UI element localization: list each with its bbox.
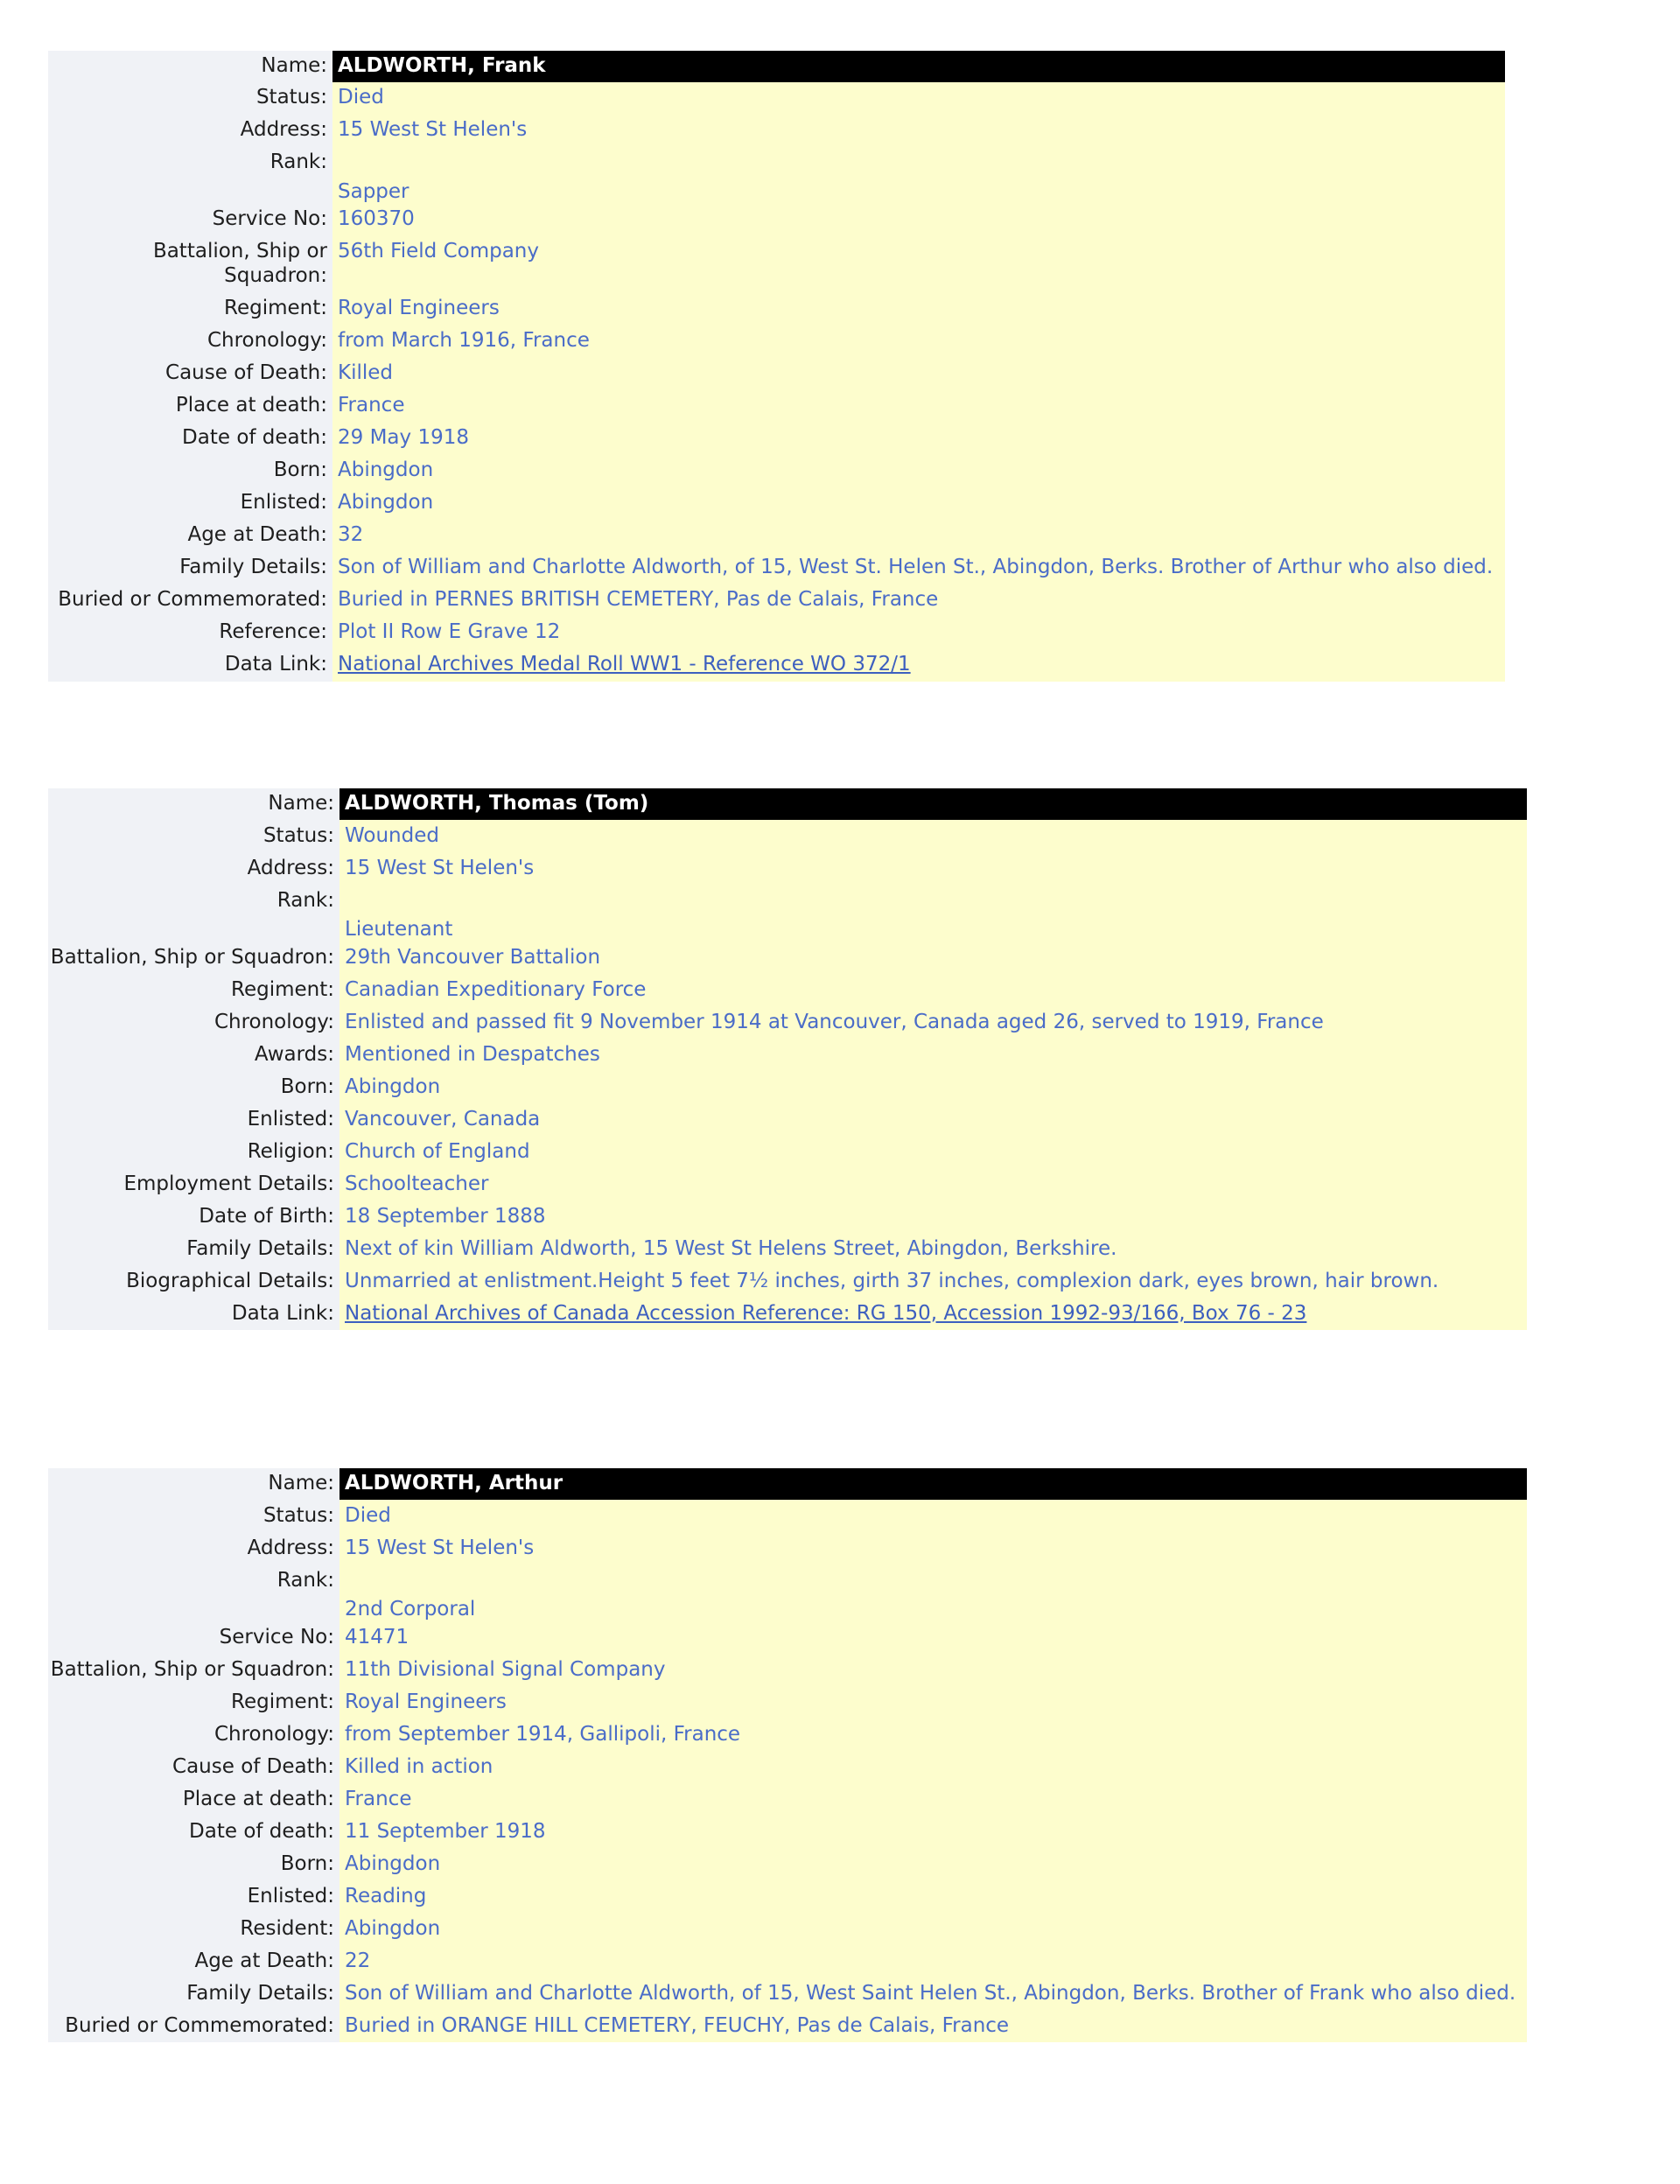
field-value: Reading [340,1880,1527,1913]
field-value: Died [340,1500,1527,1532]
field-label: Family Details: [48,1978,340,2010]
name-row [48,51,1505,82]
field-row [48,390,1505,423]
field-value: Plot II Row E Grave 12 [332,617,1505,649]
field-label [48,917,340,942]
field-row [48,852,1527,885]
field-label: Religion: [48,1136,340,1168]
field-label: Enlisted: [48,1880,340,1913]
data-link-cell [332,649,1505,682]
field-row [48,358,1505,390]
field-label: Rank: [48,885,340,917]
person-name: ALDWORTH, Thomas (Tom) [340,788,1527,820]
data-link[interactable]: National Archives of Canada Accession Reference: RG 150, Accession 1992-93/166, Box 76 - 23 [345,1302,1307,1325]
field-label: Name: [48,1468,340,1500]
field-value: Unmarried at enlistment.Height 5 feet 7½ inches, girth 37 inches, complexion dark, eyes brown, hair brown. [340,1265,1527,1298]
field-label: Rank: [48,147,332,179]
field-row [48,1751,1527,1783]
field-value: 32 [332,520,1505,552]
field-value: Buried in PERNES BRITISH CEMETERY, Pas de Calais, France [332,584,1505,617]
field-label: Buried or Commemorated: [48,2010,340,2042]
data-link[interactable]: National Archives Medal Roll WW1 - Reference WO 372/1 [338,653,911,676]
field-row [48,1848,1527,1880]
field-row [48,520,1505,552]
field-row [48,1532,1527,1564]
field-label: Service No: [48,204,332,236]
field-value: Enlisted and passed fit 9 November 1914 at Vancouver, Canada aged 26, served to 1919, France [340,1006,1527,1039]
field-row [48,2010,1527,2042]
field-value: Church of England [340,1136,1527,1168]
field-row [48,293,1505,326]
field-value: Killed [332,358,1505,390]
field-label: Regiment: [48,974,340,1006]
field-value: Schoolteacher [340,1168,1527,1200]
field-label: Buried or Commemorated: [48,584,332,617]
field-value: Canadian Expeditionary Force [340,974,1527,1006]
field-value: 15 West St Helen's [340,852,1527,885]
field-row [48,1686,1527,1718]
name-row [48,1468,1527,1500]
field-value: 2nd Corporal [340,1597,1527,1621]
field-value: 22 [340,1945,1527,1978]
field-row [48,617,1505,649]
record-card-thomas [48,788,1527,1330]
field-label: Chronology: [48,1718,340,1751]
field-value: Abingdon [340,1913,1527,1945]
field-label: Data Link: [48,1298,340,1330]
field-value: 11th Divisional Signal Company [340,1654,1527,1686]
field-value: France [332,390,1505,423]
field-label: Born: [48,1848,340,1880]
field-label: Chronology: [48,1006,340,1039]
field-value: Buried in ORANGE HILL CEMETERY, FEUCHY, Pas de Calais, France [340,2010,1527,2042]
field-row [48,1945,1527,1978]
field-value: Wounded [340,820,1527,852]
field-label: Date of death: [48,423,332,455]
field-value [340,885,1527,917]
field-label: Born: [48,455,332,487]
field-value: France [340,1783,1527,1816]
field-label: Family Details: [48,1233,340,1265]
field-row [48,1136,1527,1168]
field-label: Regiment: [48,293,332,326]
field-label: Address: [48,115,332,147]
field-label: Data Link: [48,649,332,682]
field-row [48,1880,1527,1913]
field-label: Date of Birth: [48,1200,340,1233]
field-label: Cause of Death: [48,1751,340,1783]
field-row [48,1233,1527,1265]
field-label: Cause of Death: [48,358,332,390]
field-row [48,1718,1527,1751]
field-value: Son of William and Charlotte Aldworth, of 15, West St. Helen St., Abingdon, Berks. Brother of Arthur who also died. [332,552,1505,584]
field-value [332,147,1505,179]
field-value: from September 1914, Gallipoli, France [340,1718,1527,1751]
field-row [48,1783,1527,1816]
field-row [48,1816,1527,1848]
field-row [48,1103,1527,1136]
field-label: Awards: [48,1039,340,1071]
field-label: Name: [48,788,340,820]
field-label: Status: [48,820,340,852]
record-card-arthur [48,1468,1527,2042]
field-row [48,974,1527,1006]
field-row [48,487,1505,520]
field-value: 160370 [332,204,1505,236]
field-row [48,204,1505,236]
field-label: Battalion, Ship or Squadron: [48,236,332,293]
field-row [48,1298,1527,1330]
field-row [48,917,1527,942]
field-value: Royal Engineers [340,1686,1527,1718]
field-value: 29 May 1918 [332,423,1505,455]
field-label: Address: [48,1532,340,1564]
field-row [48,584,1505,617]
field-value: from March 1916, France [332,326,1505,358]
field-row [48,1654,1527,1686]
field-value: Next of kin William Aldworth, 15 West St Helens Street, Abingdon, Berkshire. [340,1233,1527,1265]
field-row [48,455,1505,487]
person-name: ALDWORTH, Frank [332,51,1505,82]
field-row [48,1564,1527,1597]
field-row [48,326,1505,358]
name-row [48,788,1527,820]
field-label: Regiment: [48,1686,340,1718]
field-row [48,552,1505,584]
field-label [48,1597,340,1621]
field-row [48,1913,1527,1945]
field-row [48,1978,1527,2010]
field-label: Biographical Details: [48,1265,340,1298]
field-row [48,236,1505,293]
field-row [48,179,1505,204]
field-label: Rank: [48,1564,340,1597]
field-value: 41471 [340,1621,1527,1654]
field-row [48,423,1505,455]
field-row [48,1500,1527,1532]
field-row [48,1071,1527,1103]
field-value: Sapper [332,179,1505,204]
field-row [48,1597,1527,1621]
field-label: Reference: [48,617,332,649]
field-value: Killed in action [340,1751,1527,1783]
field-value: Abingdon [332,487,1505,520]
field-label: Enlisted: [48,487,332,520]
field-label: Employment Details: [48,1168,340,1200]
field-row [48,820,1527,852]
field-label: Age at Death: [48,1945,340,1978]
field-label: Battalion, Ship or Squadron: [48,1654,340,1686]
field-label: Name: [48,51,332,82]
field-row [48,942,1527,974]
field-label: Status: [48,82,332,115]
field-value: 11 September 1918 [340,1816,1527,1848]
field-value: 56th Field Company [332,236,1505,293]
field-label: Born: [48,1071,340,1103]
field-value: Abingdon [340,1848,1527,1880]
field-value: 15 West St Helen's [332,115,1505,147]
field-row [48,1039,1527,1071]
field-value: Abingdon [332,455,1505,487]
field-label: Date of death: [48,1816,340,1848]
field-value: Abingdon [340,1071,1527,1103]
field-value: 15 West St Helen's [340,1532,1527,1564]
field-row [48,649,1505,682]
field-label: Battalion, Ship or Squadron: [48,942,340,974]
field-value: 18 September 1888 [340,1200,1527,1233]
field-row [48,82,1505,115]
field-label: Chronology: [48,326,332,358]
field-row [48,1200,1527,1233]
field-label: Service No: [48,1621,340,1654]
field-row [48,1621,1527,1654]
field-row [48,1168,1527,1200]
field-row [48,1006,1527,1039]
field-label: Family Details: [48,552,332,584]
field-label: Place at death: [48,390,332,423]
field-label: Status: [48,1500,340,1532]
person-name: ALDWORTH, Arthur [340,1468,1527,1500]
field-label: Place at death: [48,1783,340,1816]
field-label [48,179,332,204]
field-value: Mentioned in Despatches [340,1039,1527,1071]
field-value: 29th Vancouver Battalion [340,942,1527,974]
field-value: Died [332,82,1505,115]
field-label: Address: [48,852,340,885]
field-label: Age at Death: [48,520,332,552]
field-value: Royal Engineers [332,293,1505,326]
field-row [48,885,1527,917]
field-row [48,1265,1527,1298]
record-card-frank [48,51,1505,682]
data-link-cell [340,1298,1527,1330]
field-label: Enlisted: [48,1103,340,1136]
field-value: Lieutenant [340,917,1527,942]
field-row [48,147,1505,179]
field-row [48,115,1505,147]
field-value [340,1564,1527,1597]
field-value: Son of William and Charlotte Aldworth, of 15, West Saint Helen St., Abingdon, Berks. Brother of Frank who also died. [340,1978,1527,2010]
field-label: Resident: [48,1913,340,1945]
field-value: Vancouver, Canada [340,1103,1527,1136]
